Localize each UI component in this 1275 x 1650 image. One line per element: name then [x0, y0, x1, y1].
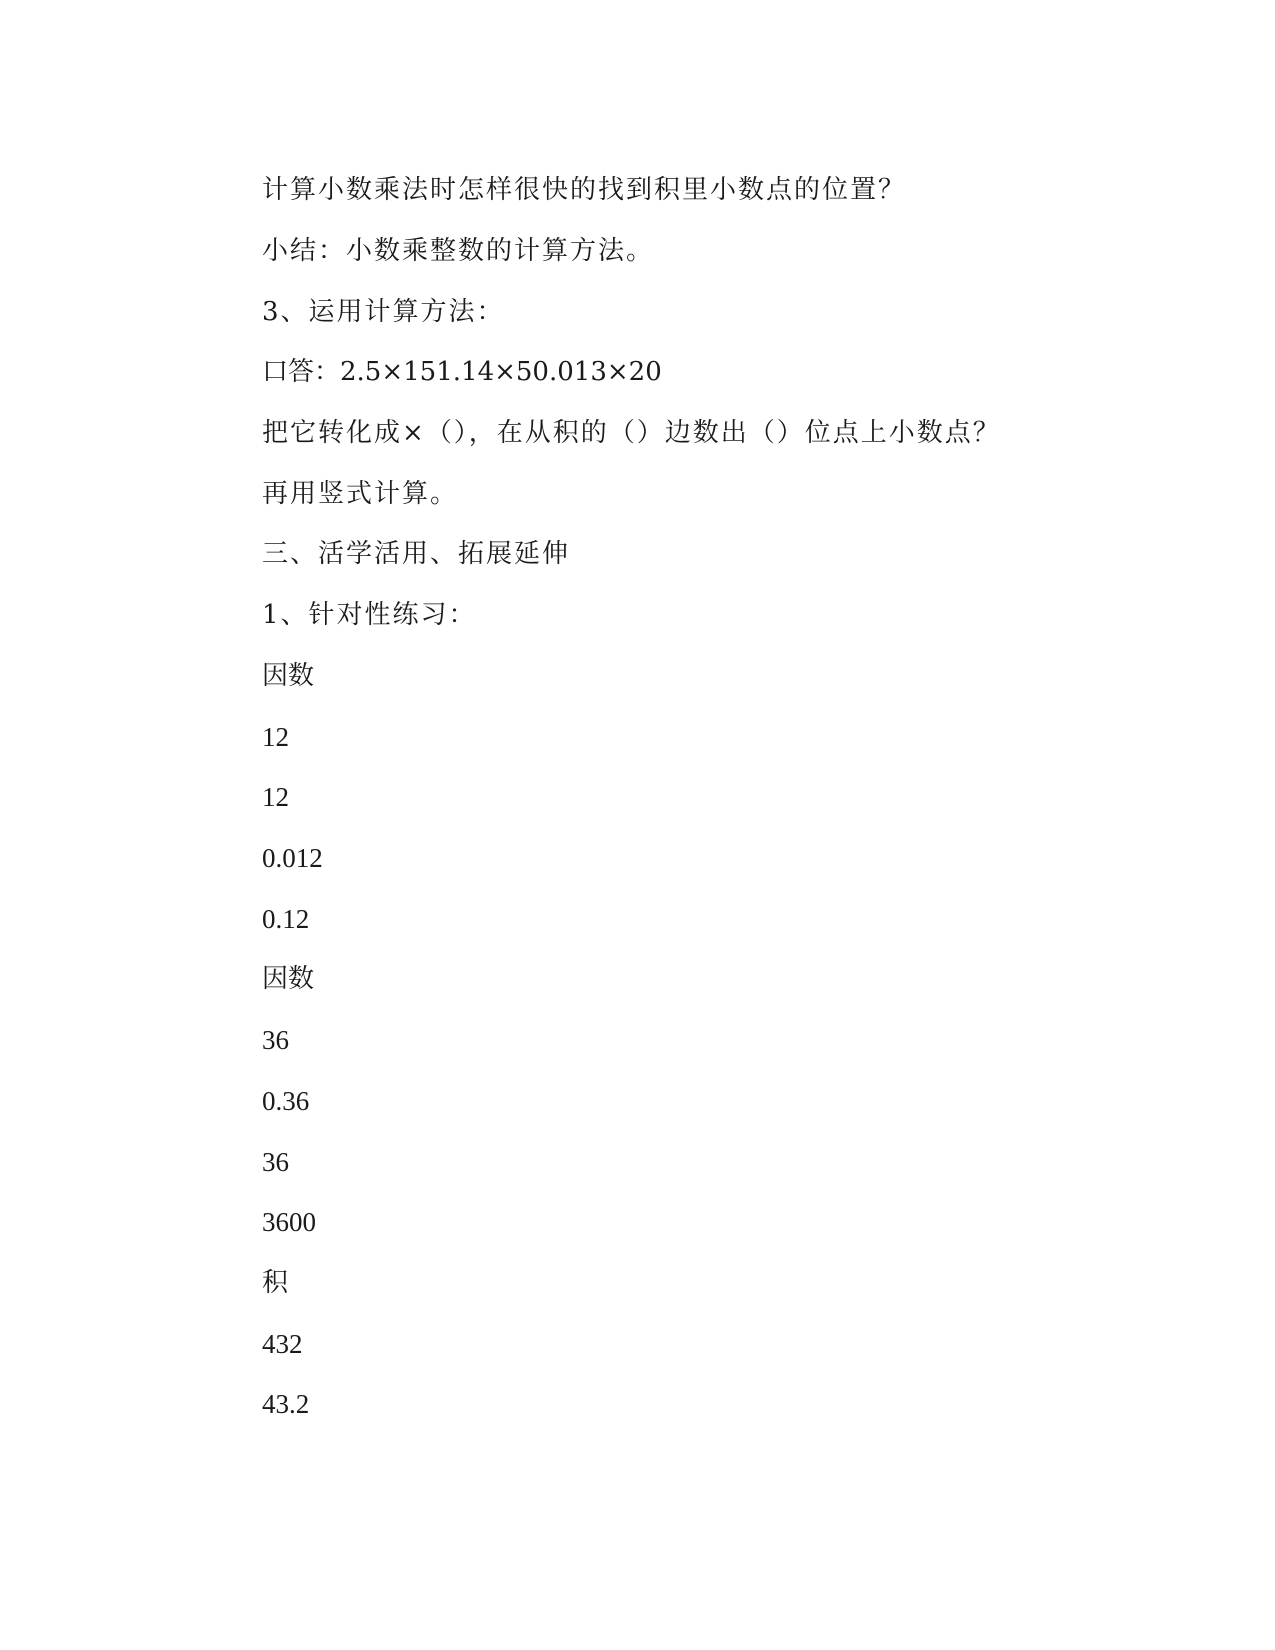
- vertical-calculation-text: 再用竖式计算。: [262, 479, 459, 509]
- section-heading-extension: 三、活学活用、拓展延伸: [262, 539, 571, 569]
- product-value: 43.2: [262, 1389, 310, 1419]
- question-text: 计算小数乘法时怎样很快的找到积里小数点的位置？: [262, 175, 907, 205]
- factor-value: 0.12: [262, 904, 310, 934]
- factor-value: 0.012: [262, 843, 323, 873]
- section-heading-practice: 1、针对性练习：: [262, 600, 477, 630]
- section-heading-apply-method: 3、运用计算方法：: [262, 297, 505, 327]
- oral-answer-text: 口答：2.5×151.14×50.013×20: [262, 357, 662, 387]
- conversion-question-text: 把它转化成×（），在从积的（）边数出（）位点上小数点？: [262, 418, 1001, 448]
- factor-value: 12: [262, 722, 289, 752]
- factor-value: 36: [262, 1025, 289, 1055]
- factor-value: 0.36: [262, 1086, 310, 1116]
- summary-text: 小结：小数乘整数的计算方法。: [262, 236, 655, 266]
- factor-value: 36: [262, 1147, 289, 1177]
- product-label: 积: [262, 1268, 289, 1298]
- factor-label-2: 因数: [262, 964, 315, 994]
- factor-value: 3600: [262, 1207, 316, 1237]
- product-value: 432: [262, 1329, 303, 1359]
- factor-value: 12: [262, 782, 289, 812]
- factor-label-1: 因数: [262, 661, 315, 691]
